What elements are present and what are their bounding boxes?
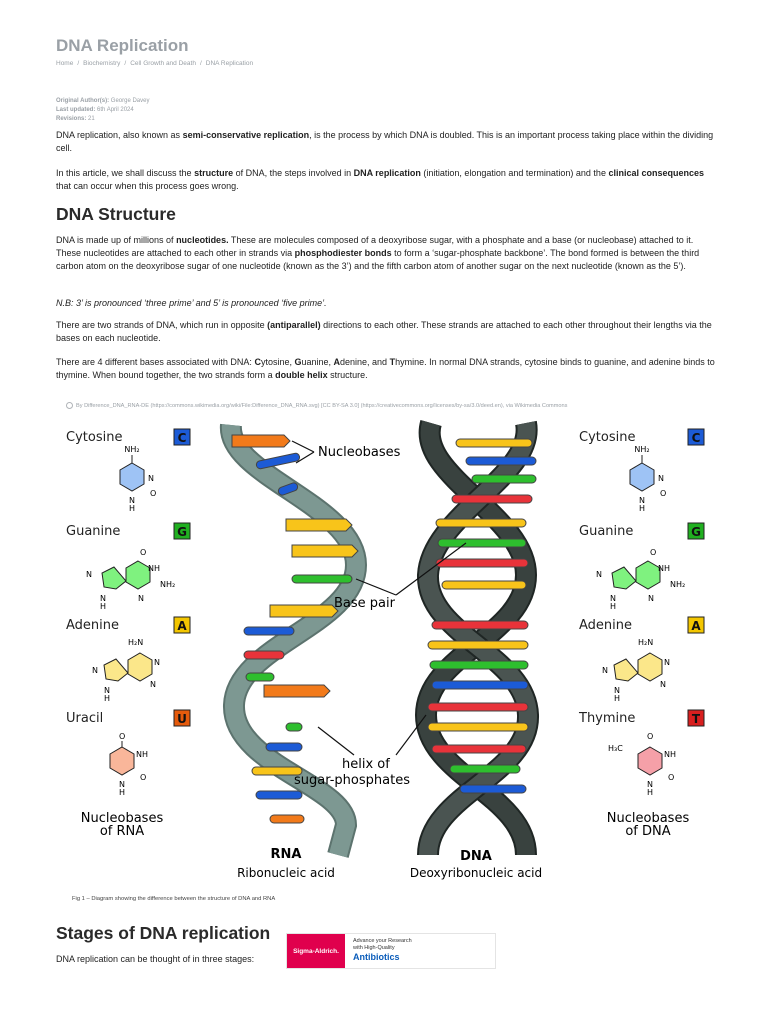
cytosine-molecule-icon (630, 445, 666, 513)
page-title: DNA Replication (56, 36, 189, 55)
svg-text:N: N (138, 594, 144, 603)
svg-text:H: H (119, 788, 126, 797)
ad-line-3: Antibiotics (353, 952, 400, 962)
author-name: George Davey (110, 98, 150, 104)
updated-date: 6th April 2024 (97, 107, 134, 113)
label-nucleobases: Nucleobases (318, 445, 401, 460)
section-heading-dna-structure: DNA Structure (56, 204, 176, 224)
cytosine-molecule-icon (120, 445, 156, 513)
uracil-molecule-icon (110, 732, 148, 797)
label-nucleobases-dna-line2: of DNA (625, 824, 671, 839)
svg-text:H: H (614, 694, 621, 703)
base-name-cytosine: Cytosine (66, 430, 123, 445)
svg-text:N: N (150, 680, 156, 689)
svg-text:O: O (119, 732, 126, 741)
svg-text:O: O (660, 489, 667, 498)
svg-text:N: N (639, 496, 645, 505)
structure-paragraph-3: There are 4 different bases associated with DNA: Cytosine, Guanine, Adenine, and Thymine. In normal DNA strands, cytosine binds to guanine, and adenine binds to thymine. When bound together, the two strands form a double helix structure. (56, 357, 715, 380)
label-nucleobases-dna-line1: Nucleobases (606, 811, 690, 826)
label-rna: RNA (270, 847, 302, 862)
svg-text:N: N (614, 686, 620, 695)
svg-text:N: N (596, 570, 602, 579)
svg-text:N: N (104, 686, 110, 695)
svg-text:N: N (148, 474, 154, 483)
svg-text:NH: NH (148, 564, 160, 573)
svg-text:O: O (650, 548, 657, 557)
label-nucleobases-rna-line2: of RNA (99, 824, 145, 839)
svg-text:O: O (668, 773, 675, 782)
author-label: Original Author(s): (56, 98, 110, 104)
base-name-adenine: Adenine (66, 618, 120, 633)
intro-paragraph-1: DNA replication, also known as semi-conservative replication, is the process by which DNA is doubled. This is an important process taking place within the dividing cell. (56, 130, 714, 153)
stages-paragraph-1: DNA replication can be thought of in three stages: (56, 954, 255, 964)
svg-text:NH₂: NH₂ (124, 445, 140, 454)
article-meta (56, 97, 149, 124)
breadcrumb-cell-growth[interactable]: Cell Growth and Death (130, 60, 196, 67)
label-ribonucleic-acid: Ribonucleic acid (237, 866, 335, 880)
base-letter-c: C (177, 431, 187, 445)
base-letter-u: U (177, 712, 187, 726)
base-name-cytosine-right: Cytosine (579, 430, 636, 445)
ad-line-1: Advance your Research (353, 938, 412, 944)
figure-credit-text[interactable]: By Difference_DNA_RNA-DE (https://commons.wikimedia.org/wiki/File:Difference_DNA_RNA.svg) [CC BY-SA 3.0] (https://creativecommons.org/licenses/by-sa/3.0/deed.en), via Wikimedia Commons (76, 402, 568, 409)
breadcrumb-current[interactable]: DNA Replication (205, 60, 254, 67)
adenine-molecule-icon (92, 638, 160, 703)
figure-credit (66, 402, 567, 409)
dna-rna-diagram (56, 415, 712, 885)
svg-text:NH: NH (658, 564, 670, 573)
section-heading-stages: Stages of DNA replication (56, 923, 271, 943)
ad-copy[interactable] (345, 934, 420, 968)
structure-paragraph-1: DNA is made up of millions of nucleotides. These are molecules composed of a deoxyribose sugar, with a phosphate and a base (or nucleobase) attached to it. These nucleotides are attached to each other in strands via phosphodiester bonds to form a ‘sugar-phosphate backbone’. The bond formed is between the third carbon atom on the deoxyribose sugar of one nucleotide (known as the 3’) and the fifth carbon atom of another sugar on the next nucleotide (known as the 5’). (56, 235, 700, 271)
svg-text:NH₂: NH₂ (670, 580, 686, 589)
ad-line-2: with High-Quality (353, 945, 395, 951)
base-letter-g-right: G (691, 525, 701, 539)
breadcrumb (56, 60, 253, 67)
label-helix-line1: helix of (342, 757, 390, 772)
revisions-count: 21 (88, 116, 95, 122)
svg-text:O: O (150, 489, 157, 498)
svg-text:N: N (610, 594, 616, 603)
guanine-molecule-icon (596, 548, 685, 611)
svg-text:H: H (104, 694, 111, 703)
base-letter-g: G (177, 525, 187, 539)
advertisement-banner[interactable] (286, 933, 496, 969)
copyright-icon (66, 402, 73, 409)
svg-text:N: N (648, 594, 654, 603)
updated-label: Last updated: (56, 107, 96, 113)
svg-text:NH₂: NH₂ (160, 580, 176, 589)
base-name-guanine-right: Guanine (579, 524, 634, 539)
label-helix-line2: sugar-phosphates (294, 773, 410, 788)
structure-paragraph-2: There are two strands of DNA, which run in opposite (antiparallel) directions to each other. These strands are attached to each other throughout their lengths via the bases on each nucleotide. (56, 320, 712, 343)
adenine-molecule-icon (602, 638, 670, 703)
svg-text:N: N (119, 780, 125, 789)
label-base-pair: Base pair (334, 596, 395, 611)
breadcrumb-home[interactable]: Home (56, 60, 74, 67)
svg-text:N: N (660, 680, 666, 689)
guanine-molecule-icon (86, 548, 175, 611)
intro-paragraph-2: In this article, we shall discuss the structure of DNA, the steps involved in DNA replication (initiation, elongation and termination) and the clinical consequences that can occur when this process goes wrong. (56, 168, 704, 191)
svg-text:N: N (100, 594, 106, 603)
svg-text:H₂N: H₂N (638, 638, 654, 647)
breadcrumb-separator: / (77, 60, 80, 67)
svg-text:N: N (647, 780, 653, 789)
revisions-label: Revisions: (56, 116, 87, 122)
base-letter-a-right: A (691, 619, 701, 633)
svg-text:O: O (647, 732, 654, 741)
svg-text:H: H (129, 504, 136, 513)
svg-text:H₂N: H₂N (128, 638, 144, 647)
rna-bases-column (66, 429, 190, 839)
svg-text:N: N (86, 570, 92, 579)
base-name-adenine-right: Adenine (579, 618, 633, 633)
svg-text:H: H (647, 788, 654, 797)
svg-text:H: H (610, 602, 617, 611)
breadcrumb-separator: / (199, 60, 202, 67)
svg-text:N: N (154, 658, 160, 667)
label-deoxyribonucleic-acid: Deoxyribonucleic acid (409, 866, 543, 880)
base-name-thymine: Thymine (579, 711, 636, 726)
ad-brand[interactable]: Sigma-Aldrich. (287, 934, 345, 968)
base-letter-c-right: C (691, 431, 701, 445)
dna-bases-column (578, 429, 704, 839)
base-name-guanine: Guanine (66, 524, 121, 539)
breadcrumb-separator: / (124, 60, 127, 67)
svg-text:N: N (129, 496, 135, 505)
svg-text:H: H (100, 602, 107, 611)
label-dna: DNA (460, 849, 492, 864)
svg-text:N: N (658, 474, 664, 483)
svg-text:N: N (664, 658, 670, 667)
rna-helix (231, 425, 358, 855)
svg-text:NH: NH (664, 750, 676, 759)
thymine-molecule-icon (608, 732, 676, 797)
label-nucleobases-rna-line1: Nucleobases (80, 811, 164, 826)
base-name-uracil: Uracil (66, 711, 104, 726)
svg-text:O: O (140, 548, 147, 557)
figure-caption: Fig 1 – Diagram showing the difference between the structure of DNA and RNA (72, 896, 276, 902)
svg-text:N: N (602, 666, 608, 675)
structure-note: N.B: 3’ is pronounced ‘three prime’ and 5’ is pronounced ‘five prime’. (56, 298, 327, 308)
svg-text:H₃C: H₃C (608, 744, 623, 753)
base-letter-t: T (691, 712, 701, 726)
base-letter-a: A (177, 619, 187, 633)
dna-helix (426, 423, 536, 855)
breadcrumb-biochemistry[interactable]: Biochemistry (83, 60, 121, 67)
svg-text:H: H (639, 504, 646, 513)
svg-text:N: N (92, 666, 98, 675)
svg-text:O: O (140, 773, 147, 782)
svg-text:NH₂: NH₂ (634, 445, 650, 454)
svg-text:NH: NH (136, 750, 148, 759)
